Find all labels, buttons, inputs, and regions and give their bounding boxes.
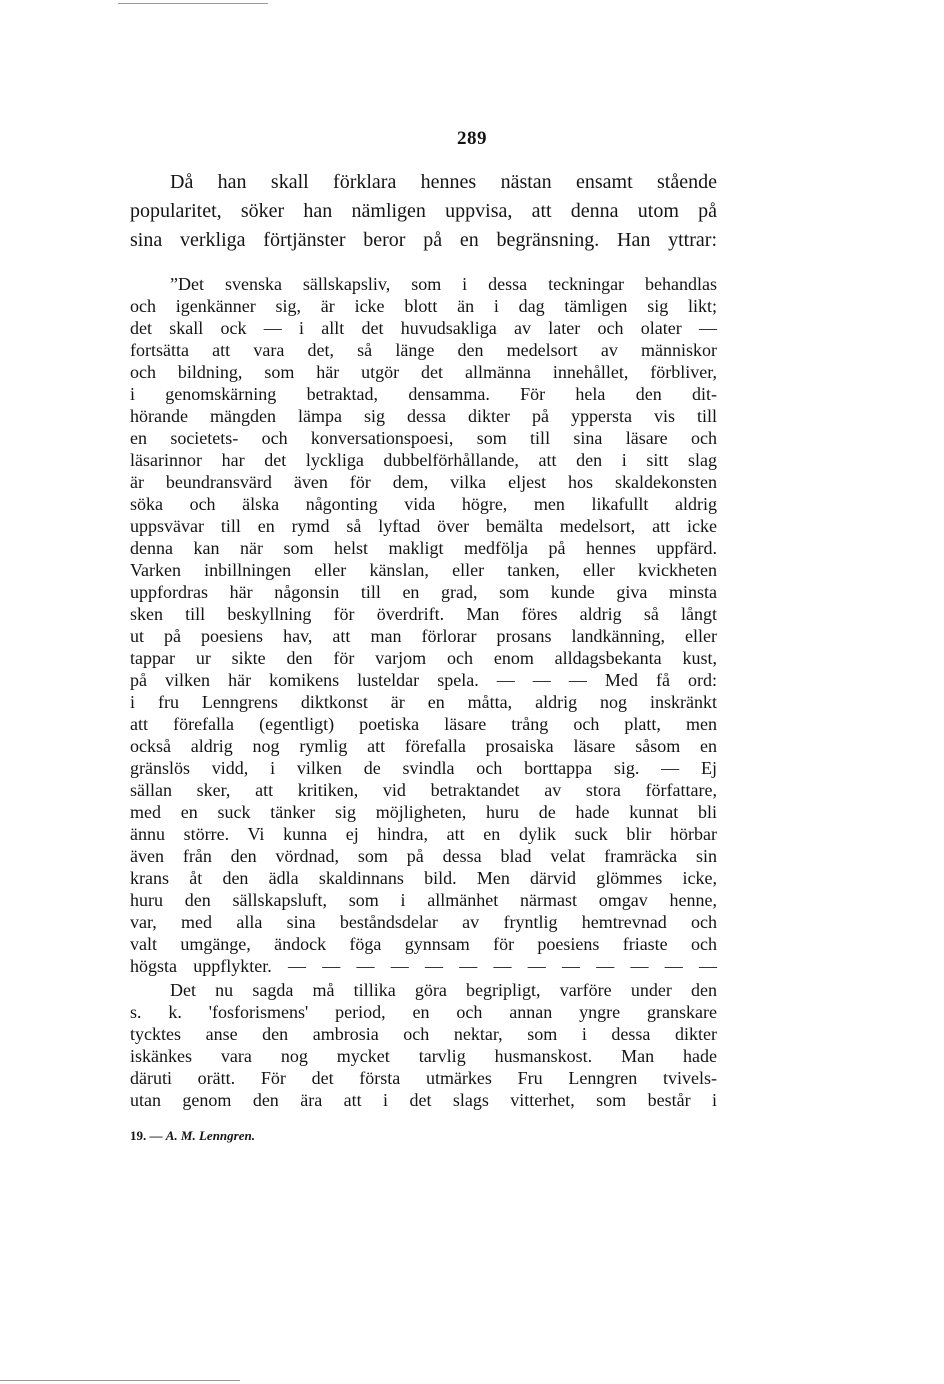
text-line: Varken inbillningen eller känslan, eller tanken, eller kvickheten xyxy=(130,560,717,580)
text-line: är beundransvärd även för dem, vilka eljest hos skaldekonsten xyxy=(130,472,717,492)
text-line: uppfordras här någonsin till en grad, som kunde giva minsta xyxy=(130,582,717,602)
text-line: och bildning, som här utgör det allmänna innehållet, förbliver, xyxy=(130,362,717,382)
text-line: i fru Lenngrens diktkonst är en måtta, aldrig nog inskränkt xyxy=(130,692,717,712)
continuation-paragraph xyxy=(130,979,717,1111)
text-line: uppsvävar till en rymd så lyftad över bemälta medelsort, att icke xyxy=(130,516,717,536)
text-line: det skall ock — i allt det huvudsakliga av later och olater — xyxy=(130,318,717,338)
scan-edge-top xyxy=(118,3,268,4)
text-line: popularitet, söker han nämligen uppvisa, att denna utom på xyxy=(130,200,717,222)
text-line: ut på poesiens hav, att man förlorar prosans landkänning, eller xyxy=(130,626,717,646)
text-line: också aldrig nog rymlig att förefalla prosaiska läsare såsom en xyxy=(130,736,717,756)
text-line: med en suck tänker sig möjligheten, huru de hade kunnat bli xyxy=(130,802,717,822)
text-line: och igenkänner sig, är icke blott än i dag tämligen sig likt; xyxy=(130,296,717,316)
text-line: gränslös vidd, i vilken de svindla och borttappa sig. — Ej xyxy=(130,758,717,778)
text-line: högsta uppflykter. — — — — — — — — — — — — — xyxy=(130,956,717,976)
signature-number: 19. — xyxy=(130,1128,163,1143)
scan-edge-bottom xyxy=(0,1380,240,1381)
signature-author: A. M. Lenngren. xyxy=(165,1128,255,1143)
text-line: huru den sällskapsluft, som i allmänhet närmast omgav henne, xyxy=(130,890,717,910)
text-line: krans åt den ädla skaldinnans bild. Men därvid glömmes icke, xyxy=(130,868,717,888)
quote-paragraph xyxy=(130,273,717,977)
text-line: läsarinnor har det lyckliga dubbelförhållande, att den i sitt slag xyxy=(130,450,717,470)
text-line: var, med alla sina beståndsdelar av fryntlig hemtrevnad och xyxy=(130,912,717,932)
text-line: valt umgänge, ändock föga gynnsam för poesiens friaste och xyxy=(130,934,717,954)
text-line: även från den vördnad, som på dessa blad velat framräcka sin xyxy=(130,846,717,866)
text-line: fortsätta att vara det, så länge den medelsort av människor xyxy=(130,340,717,360)
text-line: en societets- och konversationspoesi, som till sina läsare och xyxy=(130,428,717,448)
text-line: denna kan när som helst makligt medfölja på hennes uppfärd. xyxy=(130,538,717,558)
text-line: söka och älska någonting vida högre, men likafullt aldrig xyxy=(130,494,717,514)
text-line: ännu större. Vi kunna ej hindra, att en dylik suck blir hörbar xyxy=(130,824,717,844)
text-line: utan genom den ära att i det slags vitterhet, som består i xyxy=(130,1090,717,1110)
text-line: sina verkliga förtjänster beror på en begränsning. Han yttrar: xyxy=(130,229,717,251)
page-number: 289 xyxy=(457,128,487,149)
text-line: hörande mängden lämpa sig dessa dikter på yppersta vis till xyxy=(130,406,717,426)
lead-paragraph xyxy=(130,168,717,255)
text-line: tycktes anse den ambrosia och nektar, som i dessa dikter xyxy=(130,1024,717,1044)
text-line: sällan sker, att kritiken, vid betraktandet av stora författare, xyxy=(130,780,717,800)
text-line: att förefalla (egentligt) poetiska läsare trång och platt, men xyxy=(130,714,717,734)
text-line: i genomskärning betraktad, densamma. För hela den dit- xyxy=(130,384,717,404)
text-line: däruti orätt. För det första utmärkes Fru Lenngren tvivels- xyxy=(130,1068,717,1088)
text-line: ”Det svenska sällskapsliv, som i dessa teckningar behandlas xyxy=(170,274,717,294)
text-line: Det nu sagda må tillika göra begripligt, varföre under den xyxy=(170,980,717,1000)
text-line: sken till beskyllning för överdrift. Man föres aldrig så långt xyxy=(130,604,717,624)
text-line: tappar ur sikte den för varjom och enom alldagsbekanta kust, xyxy=(130,648,717,668)
text-line: s. k. 'fosforismens' period, en och annan yngre granskare xyxy=(130,1002,717,1022)
text-line: på vilken här komikens lusteldar spela. — — — Med få ord: xyxy=(130,670,717,690)
text-line: Då han skall förklara hennes nästan ensamt stående xyxy=(170,171,717,193)
printer-signature xyxy=(130,1128,255,1144)
text-line: iskänkes vara nog mycket tarvlig husmanskost. Man hade xyxy=(130,1046,717,1066)
